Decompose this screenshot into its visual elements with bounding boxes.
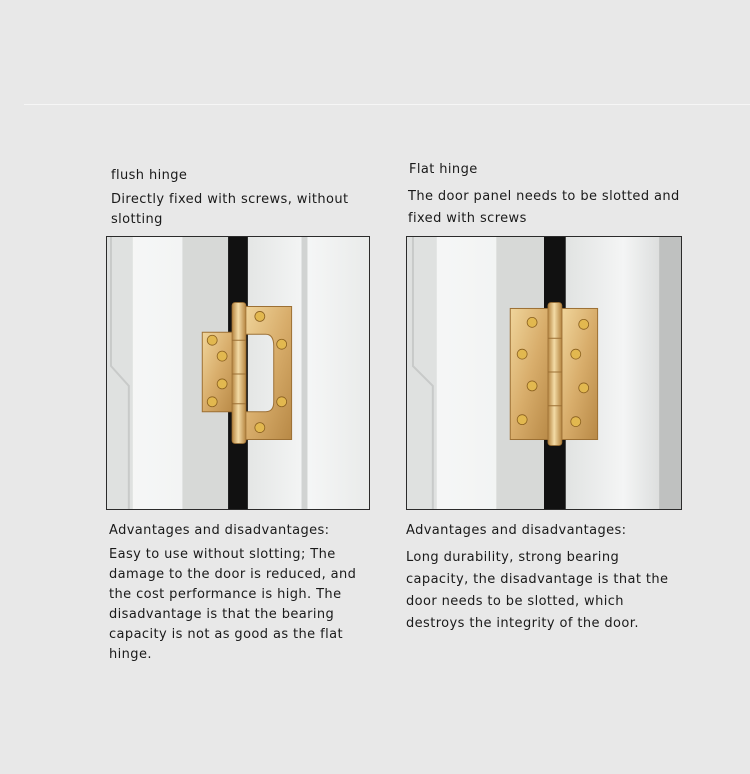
flush-hinge-illustration: [107, 237, 369, 509]
flat-hinge-details: [406, 521, 682, 635]
flush-hinge-description: Directly fixed with screws, without slotting: [111, 192, 349, 227]
header-divider: [24, 104, 750, 105]
flush-hinge-photo: [106, 236, 370, 510]
flat-hinge-photo: [406, 236, 682, 510]
flush-hinge-advantages-text: Easy to use without slotting; The damage to the door is reduced, and the cost performance is high. The disadvantage is that the bearing capacity is not as good as the flat hinge.: [109, 547, 357, 662]
flat-hinge-title: Flat hinge: [409, 162, 478, 177]
flat-hinge-advantages-text: Long durability, strong bearing capacity, the disadvantage is that the door needs to be slotted, which destroys the integrity of the door.: [406, 550, 669, 631]
flush-hinge-details: [109, 521, 369, 665]
flat-hinge-illustration: [407, 237, 681, 509]
flat-hinge-description: The door panel needs to be slotted and fixed with screws: [408, 189, 680, 226]
flat-hinge-advantages-label: Advantages and disadvantages:: [406, 523, 627, 538]
flush-hinge-header: [106, 166, 372, 230]
flush-hinge-advantages-label: Advantages and disadvantages:: [109, 523, 330, 538]
flush-hinge-title: flush hinge: [111, 168, 188, 183]
flat-hinge-header: [406, 160, 682, 230]
